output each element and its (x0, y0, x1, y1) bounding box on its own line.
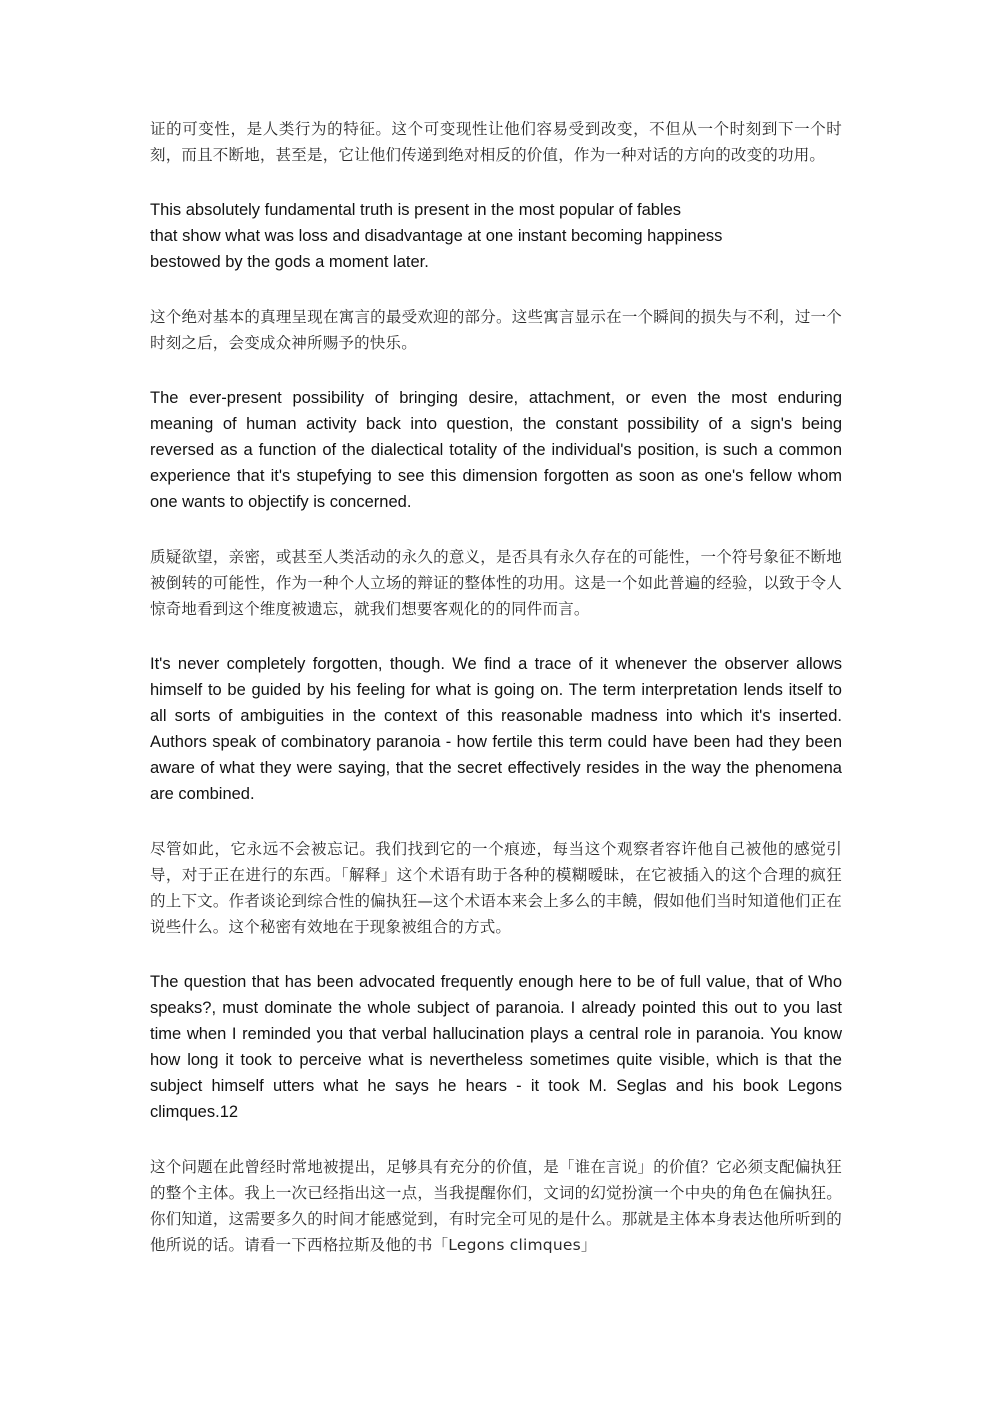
paragraph-spacer (150, 1125, 842, 1154)
paragraph-en-4: The question that has been advocated frequently enough here to be of full value, that of Who speaks?, must dominate the whole subject of paranoia. I already pointed this out to you last time when I reminded you that verbal hallucination plays a central role in paranoia. You know how long it took to perceive what is nevertheless sometimes quite visible, which is that the subject himself utters what he says he hears - it took M. Seglas and his book Legons climques.12 (150, 973, 842, 1121)
text-line: that show what was loss and disadvantage at one instant becoming happiness (150, 227, 723, 245)
paragraph-zh-5: 这个问题在此曾经时常地被提出，足够具有充分的价值，是「谁在言说」的价值？它必须支配偏执狂的整个主体。我上一次已经指出这一点，当我提醒你们，文词的幻觉扮演一个中央的角色在偏执狂。你们知道，这需要多久的时间才能感觉到，有时完全可见的是什么。那就是主体本身表达他所听到的他所说的话。请看一下西格拉斯及他的书「Legons climques」 (150, 1158, 842, 1254)
paragraph-spacer (150, 356, 842, 385)
paragraph-en-2: The ever-present possibility of bringing desire, attachment, or even the most enduring meaning of human activity back into question, the constant possibility of a sign's being reversed as a function of the dialectical totality of the individual's position, is such a common experience that it's stupefying to see this dimension forgotten as soon as one's fellow whom one wants to objectify is concerned. (150, 389, 842, 511)
paragraph-zh-1: 证的可变性，是人类行为的特征。这个可变现性让他们容易受到改变，不但从一个时刻到下一个时刻，而且不断地，甚至是，它让他们传递到绝对相反的价值，作为一种对话的方向的改变的功用。 (150, 120, 842, 164)
paragraph-spacer (150, 807, 842, 836)
paragraph-spacer (150, 940, 842, 969)
document-page (150, 116, 842, 1258)
paragraph-spacer (150, 168, 842, 197)
text-line: This absolutely fundamental truth is present in the most popular of fables (150, 201, 682, 219)
paragraph-en-1 (150, 197, 842, 275)
paragraph-spacer (150, 622, 842, 651)
paragraph-zh-4: 尽管如此，它永远不会被忘记。我们找到它的一个痕迹，每当这个观察者容许他自己被他的感觉引导，对于正在进行的东西。「解释」这个术语有助于各种的模糊暧昧，在它被插入的这个合理的疯狂的上下文。作者谈论到综合性的偏执狂—这个术语本来会上多么的丰饒，假如他们当时知道他们正在说些什么。这个秘密有效地在于现象被组合的方式。 (150, 840, 842, 936)
paragraph-zh-3: 质疑欲望，亲密，或甚至人类活动的永久的意义，是否具有永久存在的可能性，一个符号象征不断地被倒转的可能性，作为一种个人立场的辩证的整体性的功用。这是一个如此普遍的经验，以致于令人惊奇地看到这个维度被遗忘，就我们想要客观化的的同件而言。 (150, 548, 842, 618)
text-line: bestowed by the gods a moment later. (150, 253, 429, 271)
paragraph-en-3: It's never completely forgotten, though. We find a trace of it whenever the observer allows himself to be guided by his feeling for what is going on. The term interpretation lends itself to all sorts of ambiguities in the context of this reasonable madness into which it's inserted. Authors speak of combinatory paranoia - how fertile this term could have been had they been aware of what they were saying, that the secret effectively resides in the way the phenomena are combined. (150, 655, 842, 803)
paragraph-spacer (150, 275, 842, 304)
paragraph-zh-2: 这个绝对基本的真理呈现在寓言的最受欢迎的部分。这些寓言显示在一个瞬间的损失与不利，过一个时刻之后，会变成众神所赐予的快乐。 (150, 308, 842, 352)
paragraph-spacer (150, 515, 842, 544)
